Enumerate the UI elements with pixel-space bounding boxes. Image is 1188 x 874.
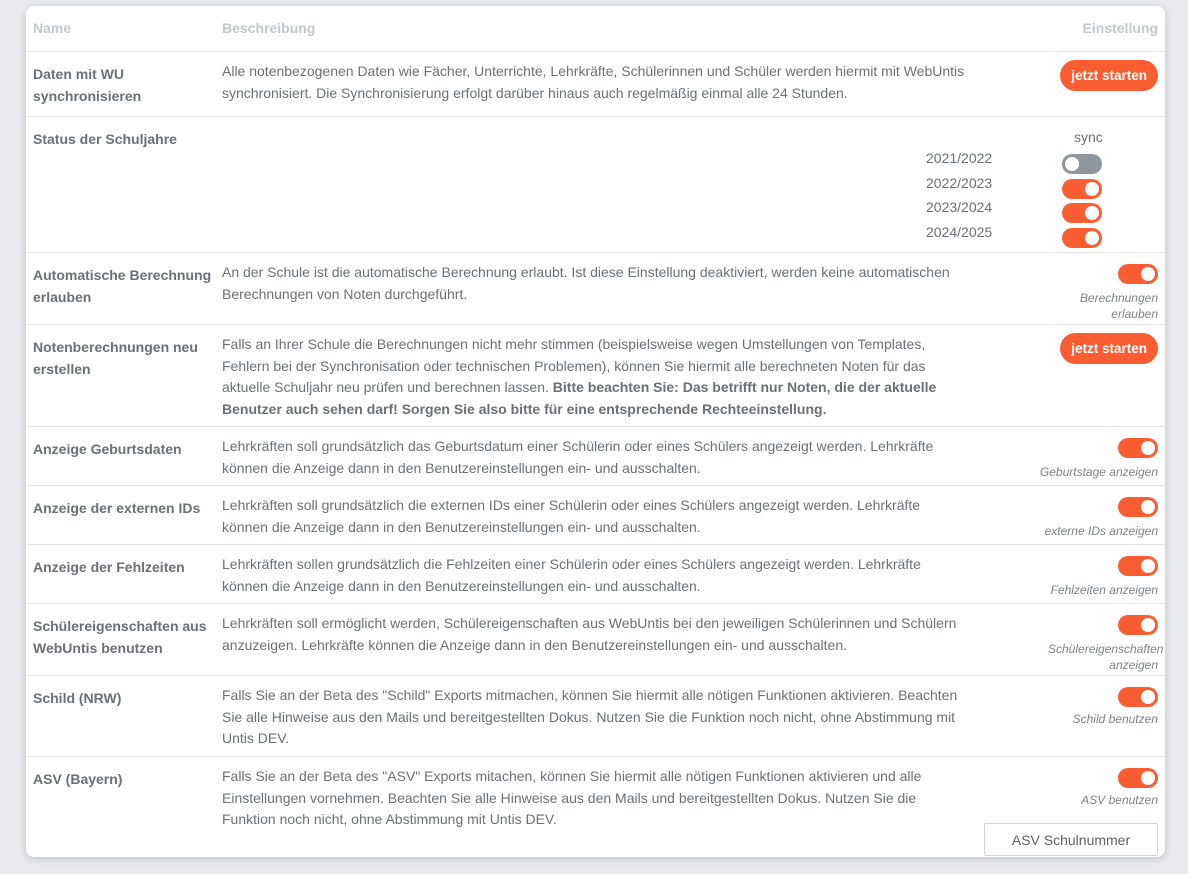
table-row-recalculate <box>26 325 1165 427</box>
row-name: ASV (Bayern) <box>33 771 123 787</box>
row-name: Anzeige der externen IDs <box>33 500 201 516</box>
settings-card <box>26 6 1165 857</box>
table-row-auto-calculation <box>26 253 1165 325</box>
sync-start-button[interactable]: jetzt starten <box>1060 60 1158 91</box>
row-description <box>222 334 967 420</box>
toggle-label: Schülereigenschaften anzeigen <box>1048 642 1164 672</box>
row-description: Lehrkräften soll grundsätzlich die externen IDs einer Schülerin oder eines Schülers angezeigt werden. Lehrkräfte können die Anzeige dann in den Benutzereinstellungen ein- und ausschalten. <box>222 497 921 535</box>
toggle-knob <box>1141 559 1155 573</box>
row-name: Daten mit WU synchronisieren <box>33 66 142 104</box>
toggle-knob <box>1141 690 1155 704</box>
school-year-label: 2022/2023 <box>926 175 993 191</box>
row-name: Automatische Berechnung erlauben <box>33 267 212 305</box>
sync-toggle-2022-2023[interactable] <box>1062 179 1102 199</box>
toggle-label: ASV benutzen <box>1081 793 1158 807</box>
column-header-description: Beschreibung <box>222 20 316 36</box>
toggle-knob <box>1085 182 1099 196</box>
row-description: Lehrkräften soll ermöglicht werden, Schülereigenschaften aus WebUntis bei den jeweiligen Schülerinnen und Schülern anzuzeigen. Lehrkräfte können die Anzeige dann in den Benutzereinstellungen ein- und ausschalten. <box>222 615 957 653</box>
row-name: Status der Schuljahre <box>33 131 177 147</box>
school-year-row <box>926 148 1104 172</box>
table-row-absences <box>26 545 1165 604</box>
column-header-setting: Einstellung <box>1082 20 1158 36</box>
table-row-asv <box>26 757 1165 857</box>
recalculate-start-button[interactable]: jetzt starten <box>1060 333 1158 364</box>
row-name: Schülereigenschaften aus WebUntis benutzen <box>33 618 207 656</box>
toggle-label: externe IDs anzeigen <box>1044 524 1158 538</box>
table-row-external-ids <box>26 486 1165 545</box>
toggle-label: Geburtstage anzeigen <box>1039 465 1158 479</box>
toggle-label: Berechnungen erlauben <box>1079 291 1158 321</box>
table-header <box>26 6 1165 52</box>
student-properties-toggle[interactable] <box>1118 615 1158 635</box>
row-name: Anzeige Geburtsdaten <box>33 441 182 457</box>
row-description: Falls Sie an der Beta des "ASV" Exports mitachen, können Sie hiermit alle nötigen Funktionen aktivieren und alle Einstellungen vornehmen. Beachten Sie alle Hinweise aus den Mails und bereitgestellten Dokus. Nutzen Sie die Funktion noch nicht, ohne Abstimmung mit Untis DEV. <box>222 768 922 827</box>
table-row-school-years <box>26 117 1165 253</box>
description-text: Falls an Ihrer Schule die Berechnungen nicht mehr stimmen (beispielsweise wegen Umstellungen von Templates, Fehlern bei der Synchronisation oder technischen Problemen), können Sie hiermit alle berechneten Noten für das aktuelle Schuljahr neu prüfen und berechnen lassen. <box>222 336 926 395</box>
school-year-label: 2021/2022 <box>926 150 993 166</box>
toggle-knob <box>1065 157 1079 171</box>
school-year-row <box>926 197 1104 221</box>
toggle-knob <box>1141 500 1155 514</box>
absences-toggle[interactable] <box>1118 556 1158 576</box>
row-description: Lehrkräften soll grundsätzlich das Geburtsdatum einer Schülerin oder eines Schülers angezeigt werden. Lehrkräfte können die Anzeige dann in den Benutzereinstellungen ein- und ausschalten. <box>222 438 934 476</box>
sync-toggle-2024-2025[interactable] <box>1062 228 1102 248</box>
row-description: An der Schule ist die automatische Berechnung erlaubt. Ist diese Einstellung deaktiviert, werden keine automatischen Berechnungen von Noten durchgeführt. <box>222 264 950 302</box>
school-year-row <box>926 173 1104 197</box>
row-description: Lehrkräften sollen grundsätzlich die Fehlzeiten einer Schülerin oder eines Schülers angezeigt werden. Lehrkräfte können die Anzeige dann in den Benutzereinstellungen ein- und ausschalten. <box>222 556 921 594</box>
asv-toggle[interactable] <box>1118 768 1158 788</box>
school-year-row <box>926 222 1104 246</box>
toggle-knob <box>1085 231 1099 245</box>
toggle-knob <box>1141 267 1155 281</box>
auto-calculation-toggle[interactable] <box>1118 264 1158 284</box>
birthdays-toggle[interactable] <box>1118 438 1158 458</box>
school-year-label: 2024/2025 <box>926 224 993 240</box>
table-row-schild <box>26 676 1165 757</box>
toggle-knob <box>1141 441 1155 455</box>
toggle-knob <box>1141 618 1155 632</box>
row-description: Falls Sie an der Beta des "Schild" Exports mitmachen, können Sie hiermit alle nötigen Funktionen aktivieren. Beachten Sie alle Hinweise aus den Mails und bereitgestellten Dokus. Nutzen Sie die Funktion noch nicht, ohne Abstimmung mit Untis DEV. <box>222 687 958 746</box>
row-name: Notenberechnungen neu erstellen <box>33 339 198 377</box>
school-year-label: 2023/2024 <box>926 199 993 215</box>
toggle-label: Schild benutzen <box>1072 712 1158 726</box>
toggle-knob <box>1085 206 1099 220</box>
external-ids-toggle[interactable] <box>1118 497 1158 517</box>
description-warning: Bitte beachten Sie: Das betrifft nur Noten, die der aktuelle Benutzer auch sehen darf! Sorgen Sie also bitte für eine entsprechende Rechteeinstellung. <box>222 379 937 417</box>
toggle-label: Fehlzeiten anzeigen <box>1050 583 1158 597</box>
row-name: Anzeige der Fehlzeiten <box>33 559 185 575</box>
asv-school-number-button[interactable]: ASV Schulnummer <box>984 823 1158 856</box>
sync-column-label: sync <box>1074 129 1103 145</box>
schild-toggle[interactable] <box>1118 687 1158 707</box>
table-row-birthdays <box>26 427 1165 486</box>
row-name: Schild (NRW) <box>33 690 122 706</box>
table-row-student-properties <box>26 604 1165 676</box>
sync-toggle-2023-2024[interactable] <box>1062 203 1102 223</box>
column-header-name: Name <box>33 20 72 36</box>
sync-toggle-2021-2022[interactable] <box>1062 154 1102 174</box>
row-description: Alle notenbezogenen Daten wie Fächer, Unterrichte, Lehrkräfte, Schülerinnen und Schüler werden hiermit mit WebUntis synchronisiert. Die Synchronisierung erfolgt darüber hinaus auch regelmäßig einmal alle 24 Stunden. <box>222 63 965 101</box>
toggle-knob <box>1141 771 1155 785</box>
table-row-sync <box>26 52 1165 117</box>
